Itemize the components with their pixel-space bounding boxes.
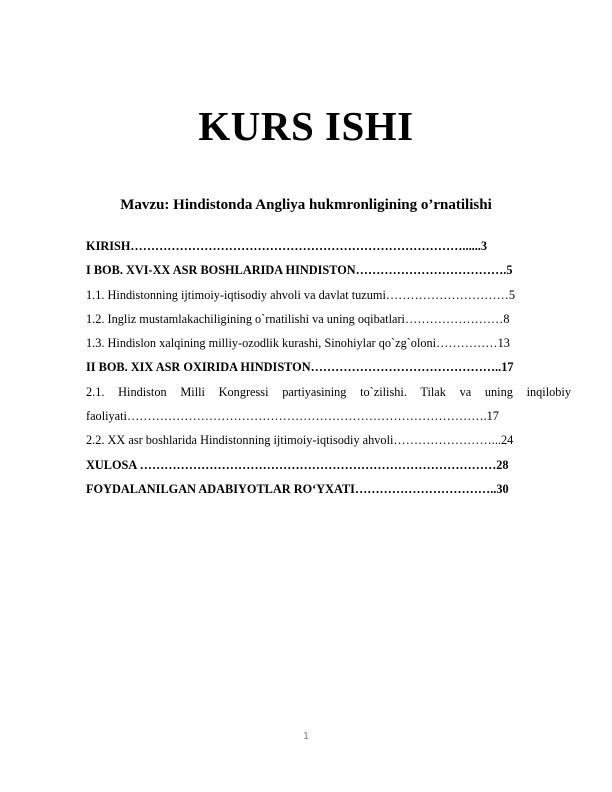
toc-entry: XULOSA ……………………………………………………………………………28 — [86, 457, 509, 472]
toc-entry: 2.1. Hindiston Milli Kongressi partiyasining to`zilishi. Tilak va uning inqilobiy — [86, 384, 571, 399]
toc-entry: FOYDALANILGAN ADABIYOTLAR RO‘YXATI……………………………..30 — [86, 481, 509, 496]
toc-entry: 2.2. XX asr boshlarida Hindistonning ijtimoiy-iqtisodiy ahvoli……………………...24 — [86, 433, 514, 448]
toc-entry: faoliyati…………………………………………………………………………….17 — [86, 409, 499, 424]
toc-entry: 1.2. Ingliz mustamlakachiligining o`rnatilishi va uning oqibatlari……………………8 — [86, 311, 510, 326]
page-number: 1 — [303, 731, 309, 742]
toc-entry: 1.3. Hindislon xalqining milliy-ozodlik kurashi, Sinohiylar qo`zg`oloni……………13 — [86, 336, 510, 351]
toc-entry: 1.1. Hindistonning ijtimoiy-iqtisodiy ahvoli va davlat tuzumi…………………………5 — [86, 287, 516, 302]
document-title: KURS ISHI — [198, 103, 414, 149]
document-subtitle: Mavzu: Hindistonda Angliya hukmronligining o’rnatilishi — [120, 197, 492, 213]
toc-entry: II BOB. XIX ASR OXIRIDA HINDISTON………………………………………..17 — [86, 360, 514, 375]
toc-entry: I BOB. XVI-XX ASR BOSHLARIDA HINDISTON……………………………….5 — [86, 263, 513, 278]
toc-entry: KIRISH………………………………………………………………………......3 — [86, 239, 488, 253]
table-of-contents — [86, 234, 571, 501]
